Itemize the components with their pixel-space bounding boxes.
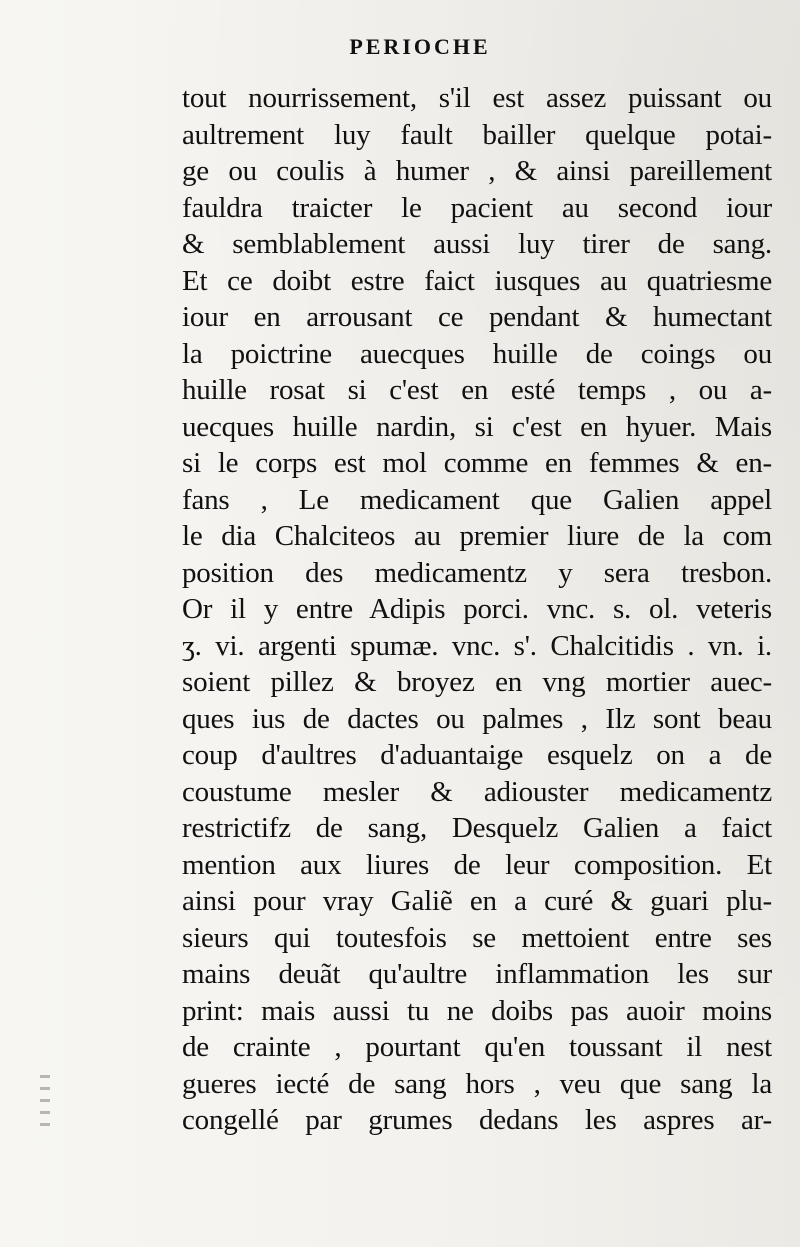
text-line: Et ce doibt estre faict iusques au quatriesme [182, 264, 772, 297]
running-head: PERIOCHE [349, 34, 491, 59]
text-line: coup d'aultres d'aduantaige esquelz on a de [182, 739, 772, 771]
text-line: position des medicamentz y sera tresbon. [182, 556, 772, 589]
text-line: tout nourrissement, s'il est assez puissant ou [182, 82, 772, 114]
text-line: ge ou coulis à humer , & ainsi pareillement [182, 155, 772, 187]
text-line: aultrement luy fault bailler quelque potai- [182, 118, 772, 151]
text-line: mention aux liures de leur composition. Et [182, 848, 772, 881]
text-line: de crainte , pourtant qu'en toussant il nest [182, 1031, 772, 1063]
text-line: ainsi pour vray Galiẽ en a curé & guari plu- [182, 885, 772, 917]
text-line: fans , Le medicament que Galien appel [182, 483, 772, 516]
margin-specks [40, 1075, 50, 1135]
text-line: huille rosat si c'est en esté temps , ou a- [182, 374, 772, 406]
text-line: iour en arrousant ce pendant & humectant [182, 301, 772, 333]
text-line: la poictrine auecques huille de coings ou [182, 337, 772, 370]
text-line: ques ius de dactes ou palmes , Ilz sont beau [182, 702, 772, 735]
text-line: congellé par grumes dedans les aspres ar- [182, 1104, 772, 1136]
text-line: mains deuãt qu'aultre inflammation les sur [182, 958, 772, 990]
text-line: soient pillez & broyez en vng mortier auec- [182, 666, 772, 698]
text-line: print: mais aussi tu ne doibs pas auoir moins [182, 994, 772, 1027]
text-line: coustume mesler & adiouster medicamentz [182, 775, 772, 808]
text-line: ʒ. vi. argenti spumæ. vnc. s'. Chalcitidis . vn. i. [182, 629, 772, 662]
text-line: fauldra traicter le pacient au second iour [182, 191, 772, 224]
text-line: restrictifz de sang, Desquelz Galien a faict [182, 812, 772, 844]
text-line: le dia Chalciteos au premier liure de la com [182, 520, 772, 552]
text-line: si le corps est mol comme en femmes & en- [182, 447, 772, 479]
text-line: Or il y entre Adipis porci. vnc. s. ol. veteris [182, 593, 772, 625]
text-line: sieurs qui toutesfois se mettoient entre ses [182, 921, 772, 954]
text-line: gueres iecté de sang hors , veu que sang la [182, 1067, 772, 1100]
text-block [182, 80, 772, 1139]
text-line: & semblablement aussi luy tirer de sang. [182, 228, 772, 260]
text-line: uecques huille nardin, si c'est en hyuer. Mais [182, 410, 772, 443]
